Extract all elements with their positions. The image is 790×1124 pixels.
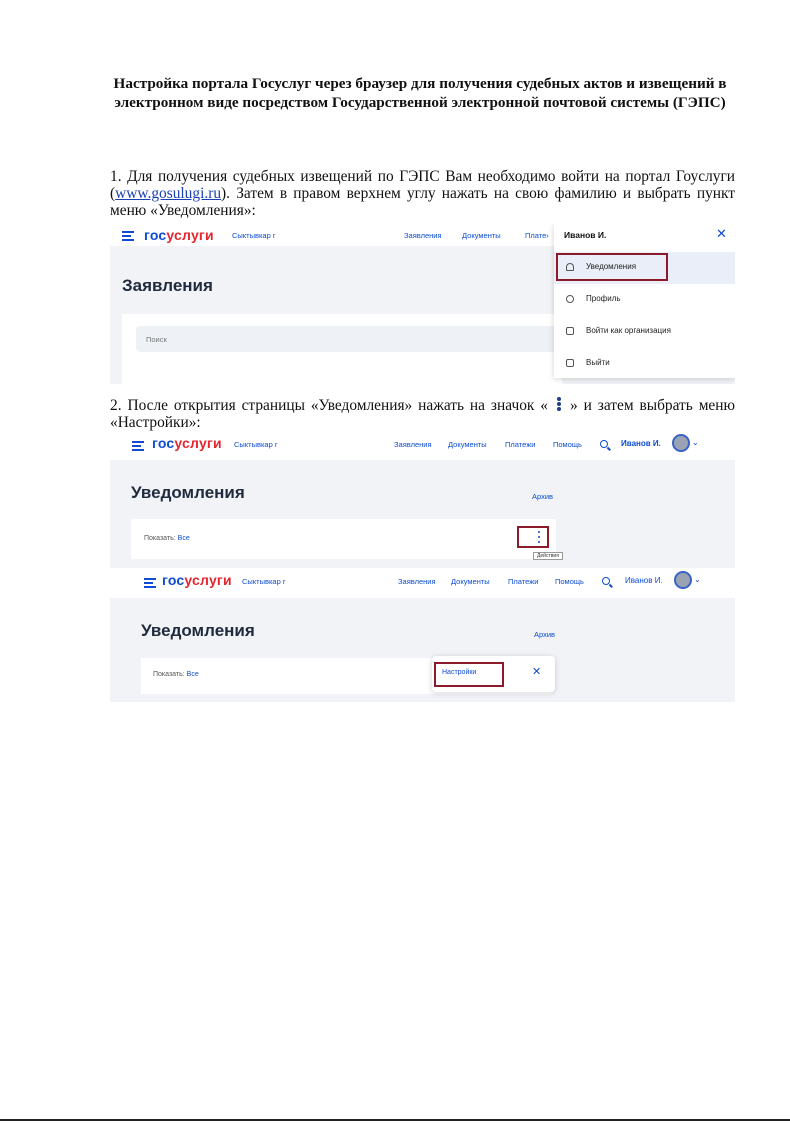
portal-header [110,568,735,598]
nav-documents[interactable]: Документы [462,231,501,240]
nav-payments[interactable]: Платежи [508,577,539,586]
gosuslugi-logo[interactable]: госуслуги [144,227,214,243]
user-name[interactable]: Иванов И. [625,576,663,585]
menu-burger-icon[interactable] [122,231,134,240]
search-icon[interactable] [602,577,610,585]
archive-link[interactable]: Архив [534,630,556,639]
city-selector[interactable]: Сыктывкар г [242,577,286,586]
nav-documents[interactable]: Документы [448,440,487,449]
nav-payments[interactable]: Платежи [505,440,536,449]
screenshot-applications-menu [110,224,735,384]
filter-card [131,519,556,559]
page-title: Заявления [122,276,213,295]
avatar[interactable] [672,434,690,452]
search-icon[interactable] [600,440,608,448]
step-1-text-end: ). Затем в правом верхнем углу нажать на свою фамилию и выбрать пункт меню «Уведомления»: [110,185,735,219]
page-title: Уведомления [141,621,255,640]
menu-user-name: Иванов И. [564,230,607,240]
chevron-down-icon[interactable]: ⌄ [692,438,699,447]
menu-item-profile[interactable]: Профиль [554,284,735,316]
nav-applications[interactable]: Заявления [394,440,432,449]
document-title: Настройка портала Госуслуг через браузер для получения судебных актов и извещений в электронном виде посредством Государственной электронной почтовой системы (ГЭПС) [113,75,727,111]
search-card [122,314,562,384]
nav-payments[interactable]: Плате› [525,231,549,240]
menu-item-notifications[interactable]: Уведомления [554,252,735,284]
highlight-settings [434,662,504,687]
logout-icon [566,359,574,367]
step-2-text: 2. После открытия страницы «Уведомления» нажать на значок « [110,397,548,414]
search-input[interactable]: Поиск [136,326,562,352]
kebab-icon [554,396,564,412]
nav-applications[interactable]: Заявления [404,231,442,240]
screenshot-notifications-settings [110,568,735,702]
nav-help[interactable]: Помощь [553,440,582,449]
gosuslugi-link[interactable]: www.gosulugi.ru [115,185,222,202]
nav-documents[interactable]: Документы [451,577,490,586]
step-2-paragraph [110,396,735,431]
page-title: Уведомления [131,483,245,502]
highlight-notifications [556,253,668,281]
briefcase-icon [566,327,574,335]
portal-header [110,433,735,460]
close-icon[interactable]: ✕ [716,226,727,241]
avatar[interactable] [674,571,692,589]
gosuslugi-logo[interactable]: госуслуги [162,572,232,588]
highlight-actions [517,526,549,548]
user-name[interactable]: Иванов И. [621,439,661,448]
step-1-paragraph [110,168,735,219]
filter-show[interactable]: Показать: Все [153,671,199,678]
close-icon[interactable]: ✕ [532,666,542,678]
profile-icon [566,295,574,303]
chevron-down-icon[interactable]: ⌄ [694,575,701,584]
actions-tooltip: Действия [533,552,563,560]
filter-show[interactable]: Показать: Все [144,535,190,542]
gosuslugi-logo[interactable]: госуслуги [152,435,222,451]
city-selector[interactable]: Сыктывкар г [232,231,276,240]
archive-link[interactable]: Архив [532,492,554,501]
user-dropdown-menu [554,224,735,378]
city-selector[interactable]: Сыктывкар г [234,440,278,449]
settings-menu-item[interactable]: Настройки [442,669,477,676]
screenshot-notifications-actions [110,433,735,568]
menu-item-organization[interactable]: Войти как организация [554,316,735,348]
menu-burger-icon[interactable] [144,578,156,587]
nav-applications[interactable]: Заявления [398,577,436,586]
menu-item-logout[interactable]: Выйти [554,348,735,380]
page-bottom-rule [0,1119,790,1121]
nav-help[interactable]: Помощь [555,577,584,586]
menu-burger-icon[interactable] [132,441,144,450]
step-2-text-end: » и затем выбрать меню «Настройки»: [110,397,736,431]
step-1-text: 1. Для получения судебных извещений по ГЭПС Вам необходимо войти на портал Гоуслуги ( [110,168,735,202]
